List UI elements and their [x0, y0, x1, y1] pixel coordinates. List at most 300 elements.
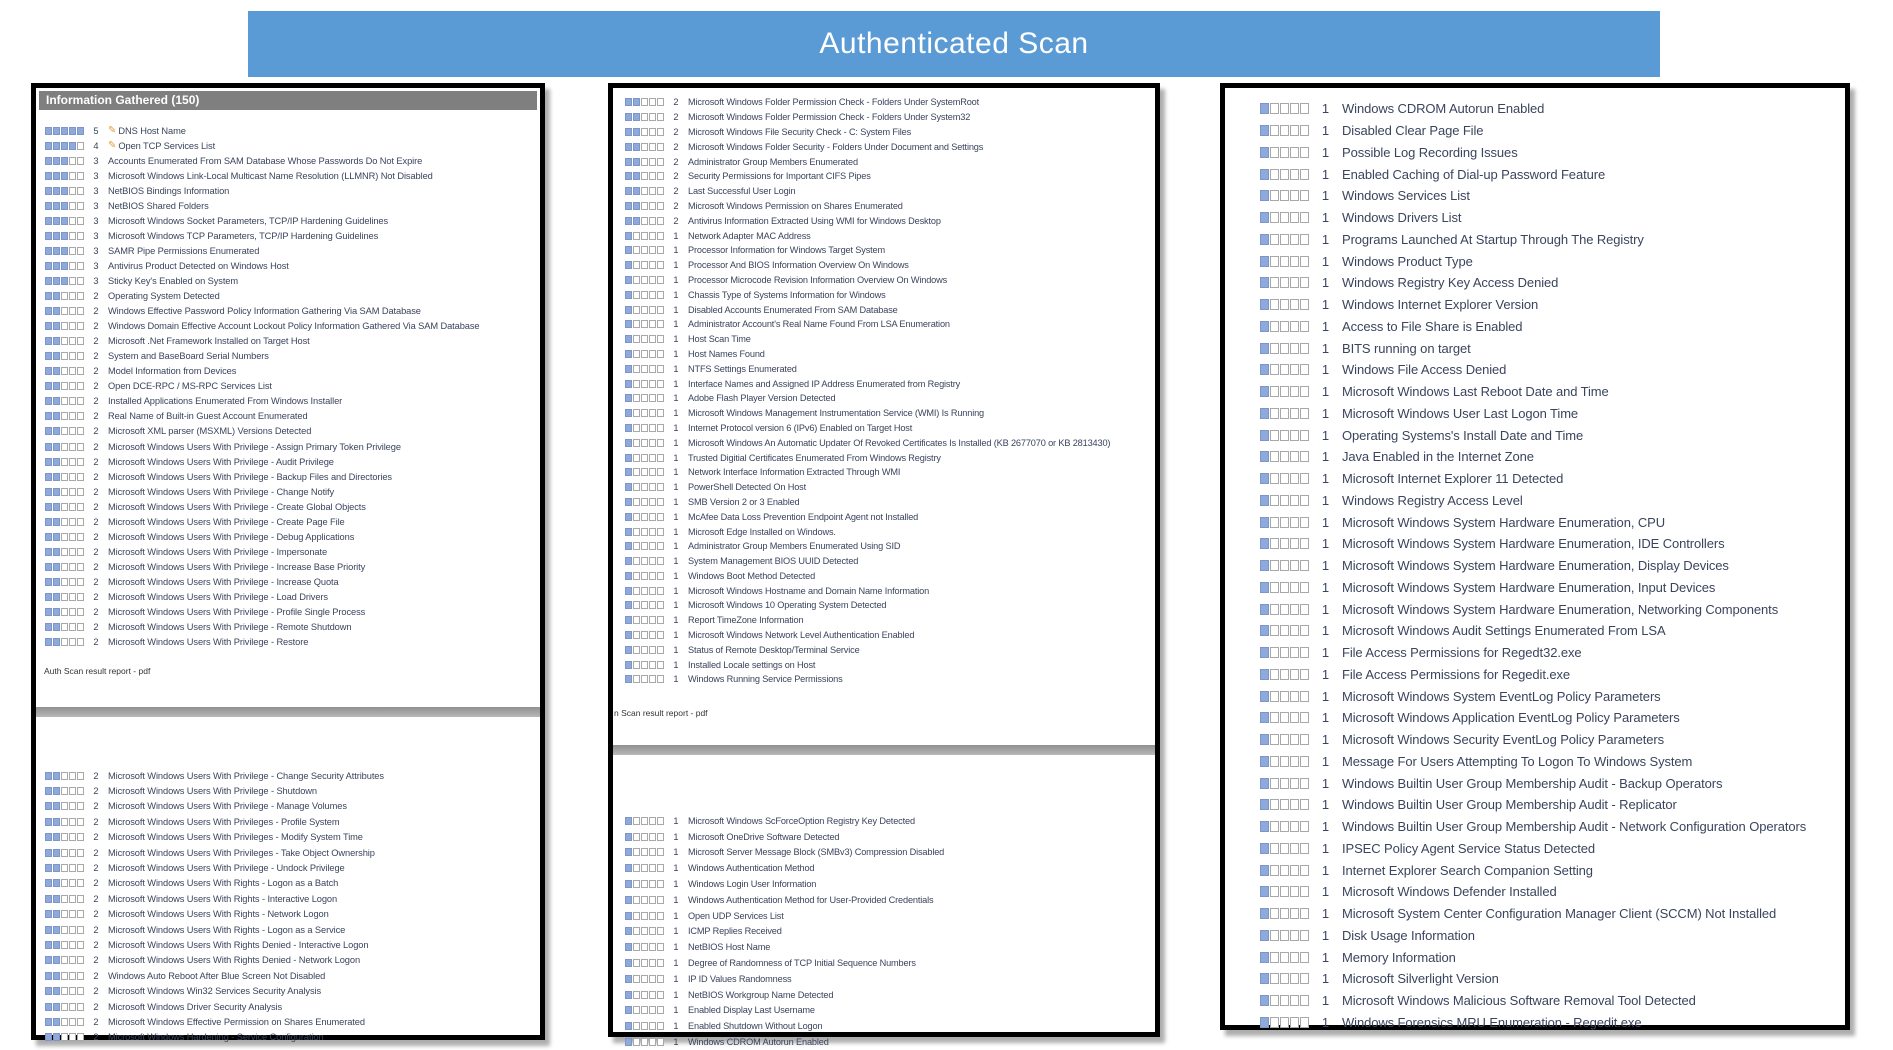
severity-bar-icon	[45, 322, 84, 330]
scan-item-row	[625, 258, 1155, 273]
severity-cell	[633, 498, 640, 506]
severity-cell	[69, 412, 76, 420]
severity-cell	[77, 895, 84, 903]
scan-item-label: System and BaseBoard Serial Numbers	[108, 351, 269, 362]
severity-count: 1	[673, 541, 679, 552]
scan-item-row	[45, 439, 540, 454]
severity-bar-icon	[45, 895, 84, 903]
severity-cell	[45, 187, 52, 195]
scan-item-label: Host Scan Time	[688, 334, 751, 345]
severity-cell	[77, 593, 84, 601]
severity-cell	[641, 409, 648, 417]
severity-count: 1	[673, 274, 679, 285]
severity-cell	[77, 972, 84, 980]
severity-cell	[625, 380, 632, 388]
scan-item-row	[1260, 185, 1845, 207]
severity-bar-icon	[625, 113, 664, 121]
scan-item-label: Microsoft Windows Audit Settings Enumerated From LSA	[1342, 623, 1666, 639]
severity-bar-icon	[625, 880, 664, 888]
severity-count: 2	[93, 546, 99, 557]
severity-count: 1	[673, 526, 679, 537]
scan-item-row	[1260, 946, 1845, 968]
severity-bar-icon	[625, 1038, 664, 1046]
severity-cell	[77, 518, 84, 526]
severity-cell	[61, 802, 68, 810]
scan-item-label: Windows Builtin User Group Membership Audit - Replicator	[1342, 797, 1677, 813]
scan-item-label: IPSEC Policy Agent Service Status Detected	[1342, 840, 1596, 856]
scan-item-label: Windows CDROM Autorun Enabled	[1342, 101, 1545, 117]
severity-cell	[633, 394, 640, 402]
severity-bar-icon	[625, 631, 664, 639]
scan-item-label: Microsoft Windows ScForceOption Registry Key Detected	[688, 815, 915, 826]
scan-item-label: File Access Permissions for Regedt32.exe	[1342, 645, 1582, 661]
severity-cell	[633, 896, 640, 904]
severity-bar-icon	[45, 578, 84, 586]
severity-bar-icon	[45, 818, 84, 826]
severity-cell	[1260, 386, 1269, 397]
severity-cell	[1270, 430, 1279, 441]
severity-count: 3	[93, 155, 99, 166]
severity-cell	[77, 787, 84, 795]
severity-cell	[77, 623, 84, 631]
scan-item-row	[45, 364, 540, 379]
severity-count: 1	[1321, 101, 1330, 117]
scan-item-label: Antivirus Product Detected on Windows Host	[108, 260, 289, 271]
severity-cell	[61, 987, 68, 995]
severity-bar-icon	[1260, 169, 1309, 180]
severity-cell	[53, 172, 60, 180]
severity-cell	[61, 322, 68, 330]
severity-bar-icon	[1260, 582, 1309, 593]
severity-cell	[625, 498, 632, 506]
severity-count: 1	[1321, 601, 1330, 617]
severity-cell	[657, 439, 664, 447]
scan-item-label: Model Information from Devices	[108, 366, 237, 377]
scan-item-row	[1260, 229, 1845, 251]
scan-item-row	[1260, 359, 1845, 381]
scan-item-row	[1260, 490, 1845, 512]
severity-cell	[625, 232, 632, 240]
severity-cell	[1270, 212, 1279, 223]
scan-item-row	[45, 907, 540, 922]
severity-cell	[657, 424, 664, 432]
scan-item-row	[625, 495, 1155, 510]
severity-bar-icon	[45, 412, 84, 420]
severity-cell	[61, 337, 68, 345]
severity-count: 1	[673, 894, 679, 905]
severity-cell	[1260, 408, 1269, 419]
severity-count: 1	[1321, 623, 1330, 639]
scan-item-label: Microsoft Windows An Automatic Updater Of Revoked Certificates Is Installed (KB 2677070 or KB 2813430)	[688, 437, 1111, 448]
scan-item-row	[625, 480, 1155, 495]
scan-item-row	[1260, 142, 1845, 164]
severity-cell	[1260, 103, 1269, 114]
scan-item-row	[45, 953, 540, 968]
severity-cell	[1280, 691, 1289, 702]
severity-cell	[1300, 473, 1309, 484]
severity-count: 5	[93, 125, 99, 136]
severity-cell	[625, 542, 632, 550]
severity-cell	[1280, 669, 1289, 680]
scan-item-label: Windows Registry Key Access Denied	[1342, 275, 1559, 291]
scan-item-label: Microsoft Windows System Hardware Enumeration, IDE Controllers	[1342, 536, 1725, 552]
scan-item-label: Degree of Randomness of TCP Initial Sequence Numbers	[688, 958, 916, 969]
scan-item-label: Windows Builtin User Group Membership Audit - Backup Operators	[1342, 775, 1723, 791]
severity-cell	[1270, 321, 1279, 332]
severity-cell	[1290, 473, 1299, 484]
scan-item-label: Host Names Found	[688, 348, 765, 359]
severity-bar-icon	[45, 987, 84, 995]
severity-cell	[633, 661, 640, 669]
severity-cell	[641, 143, 648, 151]
severity-cell	[1290, 103, 1299, 114]
severity-bar-icon	[625, 1006, 664, 1014]
severity-cell	[1300, 625, 1309, 636]
severity-cell	[1300, 669, 1309, 680]
severity-bar-icon	[625, 232, 664, 240]
severity-cell	[641, 394, 648, 402]
scan-item-label: Microsoft Windows Driver Security Analysis	[108, 1001, 283, 1012]
severity-cell	[641, 587, 648, 595]
severity-cell	[641, 513, 648, 521]
scan-item-row	[1260, 381, 1845, 403]
scan-item-label: Real Name of Built-in Guest Account Enumerated	[108, 411, 308, 422]
severity-cell	[1280, 1017, 1289, 1028]
scan-item-label: Microsoft Windows Users With Privilege - Manage Volumes	[108, 801, 347, 812]
scan-item-label: Windows Builtin User Group Membership Audit - Network Configuration Operators	[1342, 819, 1807, 835]
scan-item-row	[1260, 337, 1845, 359]
severity-count: 1	[673, 570, 679, 581]
severity-cell	[1300, 734, 1309, 745]
severity-cell	[69, 172, 76, 180]
scan-item-label: Microsoft Windows System Hardware Enumeration, Networking Components	[1342, 601, 1779, 617]
severity-cell	[45, 488, 52, 496]
scan-item-label: Security Permissions for Important CIFS Pipes	[688, 171, 871, 182]
severity-cell	[641, 291, 648, 299]
severity-count: 3	[93, 260, 99, 271]
severity-cell	[641, 246, 648, 254]
severity-cell	[1300, 865, 1309, 876]
scan-item-label: Windows Auto Reboot After Blue Screen Not Disabled	[108, 970, 326, 981]
severity-cell	[53, 473, 60, 481]
severity-cell	[657, 975, 664, 983]
scan-item-label: Programs Launched At Startup Through The Registry	[1342, 231, 1644, 247]
severity-bar-icon	[45, 956, 84, 964]
severity-count: 2	[93, 531, 99, 542]
severity-cell	[1300, 973, 1309, 984]
severity-cell	[1300, 908, 1309, 919]
severity-bar-icon	[1260, 843, 1309, 854]
severity-count: 2	[93, 816, 99, 827]
severity-cell	[1270, 343, 1279, 354]
severity-cell	[649, 261, 656, 269]
severity-cell	[69, 247, 76, 255]
severity-cell	[625, 513, 632, 521]
severity-count: 1	[1321, 144, 1330, 160]
severity-cell	[649, 601, 656, 609]
severity-cell	[633, 833, 640, 841]
severity-cell	[657, 158, 664, 166]
severity-cell	[641, 320, 648, 328]
severity-count: 1	[1321, 536, 1330, 552]
scan-item-row	[45, 845, 540, 860]
severity-cell	[657, 291, 664, 299]
scan-item-row	[45, 544, 540, 559]
severity-bar-icon	[45, 1003, 84, 1011]
severity-bar-icon	[1260, 778, 1309, 789]
severity-count: 1	[1321, 471, 1330, 487]
severity-cell	[649, 365, 656, 373]
severity-cell	[69, 987, 76, 995]
scan-item-list	[613, 95, 1155, 687]
severity-cell	[77, 382, 84, 390]
severity-cell	[1290, 930, 1299, 941]
scan-item-row	[45, 153, 540, 168]
severity-cell	[641, 232, 648, 240]
severity-count: 2	[93, 351, 99, 362]
severity-cell	[657, 320, 664, 328]
scan-item-row	[625, 273, 1155, 288]
severity-cell	[625, 616, 632, 624]
severity-cell	[61, 382, 68, 390]
severity-bar-icon	[1260, 495, 1309, 506]
scan-item-row	[1260, 794, 1845, 816]
severity-count: 1	[673, 659, 679, 670]
severity-cell	[1260, 691, 1269, 702]
severity-cell	[1260, 560, 1269, 571]
severity-bar-icon	[1260, 799, 1309, 810]
severity-cell	[69, 397, 76, 405]
scan-item-label: Microsoft Windows Effective Permission on Shares Enumerated	[108, 1016, 365, 1027]
severity-cell	[1300, 517, 1309, 528]
severity-cell	[45, 802, 52, 810]
severity-cell	[69, 202, 76, 210]
severity-cell	[77, 941, 84, 949]
severity-count: 1	[673, 467, 679, 478]
severity-bar-icon	[1260, 538, 1309, 549]
severity-cell	[1280, 212, 1289, 223]
severity-cell	[1280, 865, 1289, 876]
severity-cell	[625, 833, 632, 841]
severity-cell	[649, 848, 656, 856]
scan-item-row	[625, 110, 1155, 125]
severity-cell	[1300, 234, 1309, 245]
severity-cell	[61, 879, 68, 887]
severity-cell	[45, 518, 52, 526]
severity-cell	[657, 98, 664, 106]
severity-cell	[625, 896, 632, 904]
severity-count: 2	[93, 486, 99, 497]
severity-count: 1	[673, 879, 679, 890]
scan-item-row	[625, 406, 1155, 421]
severity-bar-icon	[45, 488, 84, 496]
severity-cell	[657, 468, 664, 476]
scan-item-row	[1260, 598, 1845, 620]
severity-cell	[633, 276, 640, 284]
severity-cell	[61, 262, 68, 270]
severity-count: 1	[673, 289, 679, 300]
scan-item-label: Microsoft Windows Users With Privilege - Backup Files and Directories	[108, 471, 392, 482]
scan-item-label: Java Enabled in the Internet Zone	[1342, 449, 1534, 465]
severity-cell	[1300, 843, 1309, 854]
severity-cell	[1300, 930, 1309, 941]
severity-cell	[649, 380, 656, 388]
severity-cell	[657, 128, 664, 136]
severity-cell	[53, 623, 60, 631]
scan-item-label: Microsoft Internet Explorer 11 Detected	[1342, 471, 1564, 487]
severity-cell	[69, 593, 76, 601]
scan-item-label: Microsoft Windows Users With Privilege - Create Global Objects	[108, 501, 366, 512]
scan-item-label: Microsoft Windows System Hardware Enumeration, Input Devices	[1342, 579, 1716, 595]
scan-item-label: Disabled Clear Page File	[1342, 123, 1484, 139]
severity-cell	[1270, 495, 1279, 506]
severity-cell	[1290, 147, 1299, 158]
severity-cell	[77, 187, 84, 195]
scan-item-row	[45, 876, 540, 891]
severity-cell	[45, 397, 52, 405]
scan-item-label: Microsoft Windows Security EventLog Policy Parameters	[1342, 732, 1664, 748]
severity-cell	[53, 972, 60, 980]
severity-count: 1	[673, 615, 679, 626]
scan-item-label: Internet Protocol version 6 (IPv6) Enabled on Target Host	[688, 422, 913, 433]
severity-cell	[1280, 321, 1289, 332]
scan-item-label: ICMP Replies Received	[688, 926, 782, 937]
severity-count: 2	[93, 924, 99, 935]
severity-cell	[657, 661, 664, 669]
severity-cell	[625, 991, 632, 999]
severity-cell	[69, 443, 76, 451]
severity-cell	[625, 291, 632, 299]
severity-cell	[1290, 190, 1299, 201]
severity-cell	[633, 335, 640, 343]
severity-bar-icon	[1260, 734, 1309, 745]
severity-cell	[649, 959, 656, 967]
severity-cell	[649, 975, 656, 983]
severity-cell	[1290, 952, 1299, 963]
severity-cell	[1280, 169, 1289, 180]
severity-cell	[1280, 952, 1289, 963]
severity-bar-icon	[45, 337, 84, 345]
severity-cell	[1260, 299, 1269, 310]
severity-bar-icon	[1260, 386, 1309, 397]
scan-item-row	[45, 968, 540, 983]
severity-cell	[45, 772, 52, 780]
severity-bar-icon	[1260, 451, 1309, 462]
scan-item-label: Microsoft Windows Users With Rights - Logon as a Batch	[108, 878, 339, 889]
severity-cell	[657, 631, 664, 639]
scan-item-row	[45, 860, 540, 875]
severity-cell	[1260, 734, 1269, 745]
severity-cell	[69, 895, 76, 903]
severity-bar-icon	[1260, 343, 1309, 354]
severity-bar-icon	[1260, 995, 1309, 1006]
severity-cell	[625, 158, 632, 166]
severity-cell	[61, 941, 68, 949]
severity-cell	[641, 439, 648, 447]
scan-item-label: Windows Domain Effective Account Lockout Policy Information Gathered Via SAM Database	[108, 321, 480, 332]
severity-cell	[61, 367, 68, 375]
severity-cell	[657, 187, 664, 195]
severity-cell	[69, 608, 76, 616]
scan-item-label: Microsoft Windows Users With Privilege - Assign Primary Token Privilege	[108, 441, 401, 452]
scan-item-label: Microsoft Windows Defender Installed	[1342, 884, 1557, 900]
severity-cell	[53, 367, 60, 375]
severity-cell	[77, 563, 84, 571]
severity-bar-icon	[625, 439, 664, 447]
scan-item-row	[1260, 424, 1845, 446]
severity-bar-icon	[625, 276, 664, 284]
severity-cell	[641, 943, 648, 951]
severity-cell	[53, 533, 60, 541]
severity-cell	[625, 1006, 632, 1014]
severity-cell	[53, 352, 60, 360]
severity-cell	[1260, 321, 1269, 332]
severity-count: 2	[93, 909, 99, 920]
severity-count: 1	[673, 408, 679, 419]
severity-cell	[1260, 821, 1269, 832]
severity-cell	[657, 817, 664, 825]
severity-cell	[1290, 973, 1299, 984]
severity-cell	[641, 557, 648, 565]
severity-cell	[649, 542, 656, 550]
severity-cell	[45, 412, 52, 420]
severity-cell	[649, 454, 656, 462]
severity-cell	[1270, 843, 1279, 854]
severity-cell	[45, 277, 52, 285]
scan-item-label: NetBIOS Bindings Information	[108, 185, 230, 196]
severity-cell	[625, 409, 632, 417]
severity-cell	[53, 458, 60, 466]
severity-bar-icon	[45, 1018, 84, 1026]
severity-bar-icon	[1260, 930, 1309, 941]
severity-cell	[633, 143, 640, 151]
severity-bar-icon	[1260, 560, 1309, 571]
scan-item-row	[1260, 685, 1845, 707]
severity-cell	[1280, 604, 1289, 615]
severity-count: 1	[673, 815, 679, 826]
title-banner	[248, 11, 1660, 77]
severity-cell	[625, 246, 632, 254]
severity-count: 1	[1321, 210, 1330, 226]
severity-cell	[45, 548, 52, 556]
severity-cell	[641, 528, 648, 536]
severity-cell	[1290, 799, 1299, 810]
scan-item-row	[45, 123, 540, 138]
severity-cell	[1260, 190, 1269, 201]
severity-cell	[657, 880, 664, 888]
severity-count: 2	[93, 939, 99, 950]
severity-cell	[1290, 299, 1299, 310]
pencil-edit-icon: ✎	[108, 139, 117, 151]
severity-cell	[1270, 1017, 1279, 1028]
severity-bar-icon	[625, 675, 664, 683]
severity-bar-icon	[625, 542, 664, 550]
severity-cell	[633, 320, 640, 328]
severity-cell	[657, 409, 664, 417]
severity-cell	[1270, 647, 1279, 658]
severity-cell	[1300, 321, 1309, 332]
severity-cell	[61, 608, 68, 616]
severity-cell	[69, 787, 76, 795]
severity-bar-icon	[625, 454, 664, 462]
severity-bar-icon	[1260, 647, 1309, 658]
scan-item-row	[1260, 903, 1845, 925]
severity-count: 1	[673, 910, 679, 921]
severity-count: 2	[93, 1032, 99, 1043]
severity-count: 1	[1321, 253, 1330, 269]
severity-cell	[61, 187, 68, 195]
scan-item-label: Windows Internet Explorer Version	[1342, 297, 1539, 313]
